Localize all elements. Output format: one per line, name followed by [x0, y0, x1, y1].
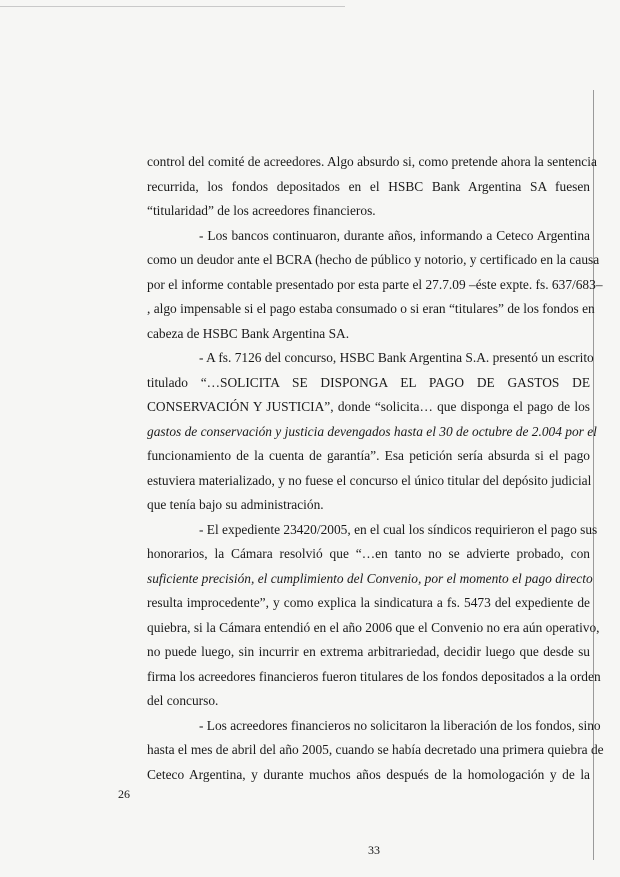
body-line: como un deudor ante el BCRA (hecho de público y notorio, y certificado en la causa [147, 252, 600, 267]
body-line: estuviera materializado, y no fuese el concurso el único titular del depósito judicial [147, 472, 592, 488]
line-part: CONSERVACIÓN Y JUSTICIA”, donde “solicita… que disponga el pago de los [147, 399, 590, 414]
body-line-italic: gastos de conservación y justicia devengados hasta el 30 de octubre de 2.004 por el [147, 423, 597, 439]
body-line: por el informe contable presentado por esta parte el 27.7.09 –éste expte. fs. 637/683– [147, 276, 603, 292]
margin-line-number: 26 [118, 787, 130, 801]
body-line-mixed: funcionamiento de la cuenta de garantía”. Esa petición sería absurda si el pago [147, 448, 590, 463]
page-number: 33 [368, 843, 380, 857]
body-line: - El expediente 23420/2005, en el cual los síndicos requirieron el pago sus [199, 521, 598, 537]
body-line: recurrida, los fondos depositados en el HSBC Bank Argentina SA fuesen [147, 178, 590, 194]
body-line: “titularidad” de los acreedores financieros. [147, 203, 376, 218]
body-line-italic: suficiente precisión, el cumplimiento del Convenio, por el momento el pago directo [147, 570, 593, 586]
document-body [147, 150, 604, 787]
body-line: - A fs. 7126 del concurso, HSBC Bank Argentina S.A. presentó un escrito [199, 350, 594, 365]
body-line-mixed [147, 395, 590, 420]
body-line: titulado “…SOLICITA SE DISPONGA EL PAGO DE GASTOS DE [147, 374, 590, 390]
body-line: control del comité de acreedores. Algo absurdo si, como pretende ahora la sentencia [147, 154, 597, 169]
body-line: quiebra, si la Cámara entendió en el año 2006 que el Convenio no era aún operativo, [147, 619, 600, 635]
body-line: - Los acreedores financieros no solicitaron la liberación de los fondos, sino [199, 717, 601, 733]
body-line: firma los acreedores financieros fueron titulares de los fondos depositados a la orden [147, 668, 601, 684]
body-line: - Los bancos continuaron, durante años, informando a Ceteco Argentina [199, 227, 590, 243]
body-line: que tenía bajo su administración. [147, 497, 324, 512]
body-line-mixed: resulta improcedente”, y como explica la sindicatura a fs. 5473 del expediente de [147, 595, 590, 610]
body-line: , algo impensable si el pago estaba consumado o si eran “titulares” de los fondos en [147, 301, 595, 316]
top-edge-rule [0, 6, 345, 7]
body-line: honorarios, la Cámara resolvió que “…en tanto no se advierte probado, con [147, 546, 590, 561]
body-line: del concurso. [147, 693, 219, 708]
body-line: hasta el mes de abril del año 2005, cuando se había decretado una primera quiebra de [147, 742, 604, 757]
body-line: cabeza de HSBC Bank Argentina SA. [147, 325, 350, 341]
body-line: no puede luego, sin incurrir en extrema arbitrariedad, decidir luego que desde su [147, 644, 590, 659]
body-line: Ceteco Argentina, y durante muchos años después de la homologación y de la [147, 766, 590, 782]
